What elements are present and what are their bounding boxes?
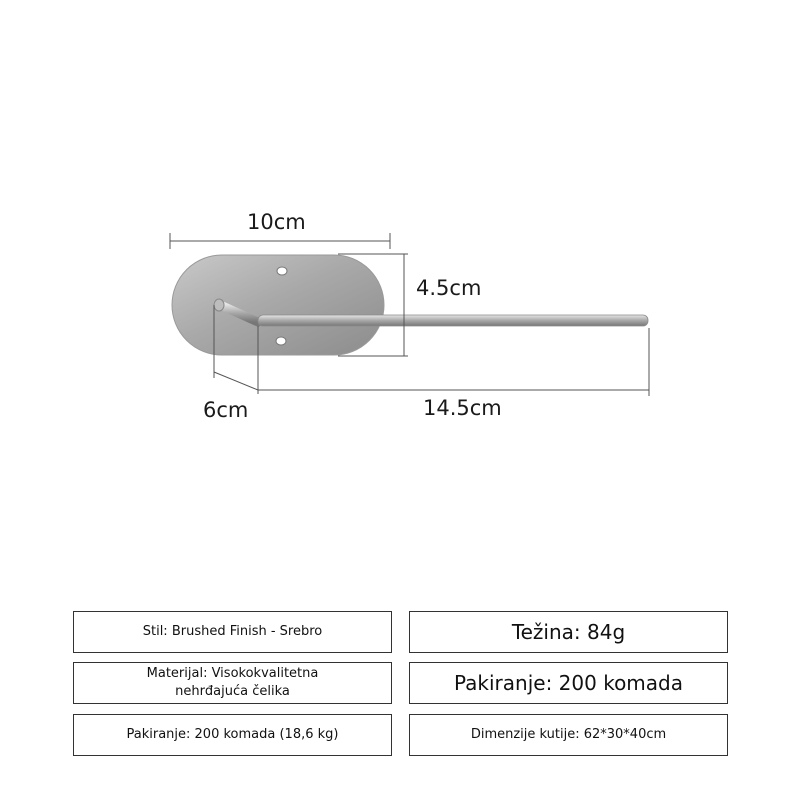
- spec-box-dimensions-text: Dimenzije kutije: 62*30*40cm: [470, 727, 667, 743]
- spec-weight: [409, 611, 728, 653]
- spec-packing-detail-text: Pakiranje: 200 komada (18,6 kg): [126, 727, 339, 743]
- holder-base-cap: [214, 299, 224, 311]
- length-label: 14.5cm: [423, 396, 502, 420]
- spec-style-text: Stil: Brushed Finish - Srebro: [142, 624, 323, 640]
- width-label: 10cm: [247, 210, 306, 234]
- spec-material-line1: Materijal: Visokokvalitetna: [146, 666, 319, 682]
- spec-packing-large-text: Pakiranje: 200 komada: [454, 670, 683, 695]
- height-label: 4.5cm: [416, 276, 482, 300]
- spec-packing-large: [409, 662, 728, 704]
- screw-hole-bottom: [276, 337, 286, 345]
- spec-material-line2: nehrđajuća čelika: [175, 684, 290, 699]
- screw-hole-top: [277, 267, 287, 275]
- dimension-line-depth: [214, 372, 258, 390]
- spec-packing-detail: [73, 714, 392, 756]
- spec-weight-text: Težina: 84g: [511, 619, 626, 644]
- spec-material: [73, 662, 392, 704]
- depth-label: 6cm: [203, 398, 249, 422]
- holder-bar: [258, 315, 648, 326]
- spec-box-dimensions: [409, 714, 728, 756]
- spec-style: [73, 611, 392, 653]
